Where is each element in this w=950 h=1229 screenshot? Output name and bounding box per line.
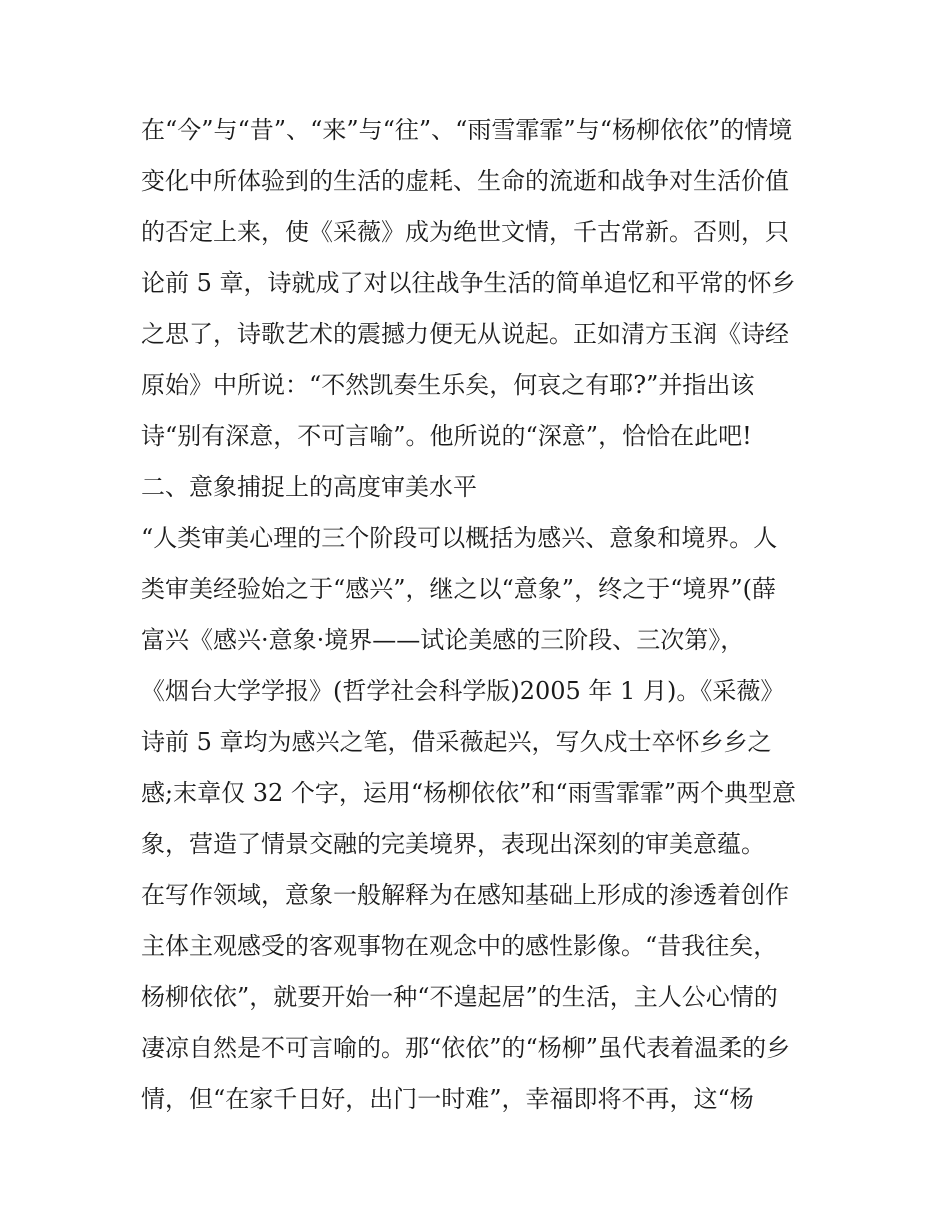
text-line: 诗“别有深意，不可言喻”。他所说的“深意”，恰恰在此吧! bbox=[141, 422, 752, 450]
text-line: “人类审美心理的三个阶段可以概括为感兴、意象和境界。人 bbox=[141, 524, 778, 552]
text-line: 在“今”与“昔”、“来”与“往”、“雨雪霏霏”与“杨柳依依”的情境 bbox=[141, 116, 793, 144]
text-line: 原始》中所说：“不然凯奏生乐矣，何哀之有耶?”并指出该 bbox=[141, 371, 755, 399]
body-text bbox=[141, 107, 821, 1127]
section-heading: 二、意象捕捉上的高度审美水平 bbox=[141, 473, 477, 501]
text-line: 情，但“在家千日好，出门一时难”，幸福即将不再，这“杨 bbox=[141, 1085, 754, 1113]
text-line: 杨柳依依”，就要开始一种“不遑起居”的生活，主人公心情的 bbox=[141, 983, 778, 1011]
text-line: 《烟台大学学报》(哲学社会科学版)2005 年 1 月)。《采薇》 bbox=[141, 677, 785, 705]
text-line: 富兴《感兴·意象·境界——试论美感的三阶段、三次第》， bbox=[141, 626, 745, 654]
text-line: 诗前 5 章均为感兴之笔，借采薇起兴，写久戍士卒怀乡乡之 bbox=[141, 728, 772, 756]
text-line: 论前 5 章，诗就成了对以往战争生活的简单追忆和平常的怀乡 bbox=[141, 269, 796, 297]
text-line: 变化中所体验到的生活的虚耗、生命的流逝和战争对生活价值 bbox=[141, 167, 789, 195]
text-line: 主体主观感受的客观事物在观念中的感性影像。“昔我往矣， bbox=[141, 932, 778, 960]
text-line: 在写作领域，意象一般解释为在感知基础上形成的渗透着创作 bbox=[141, 881, 789, 909]
text-line: 感;末章仅 32 个字，运用“杨柳依依”和“雨雪霏霏”两个典型意 bbox=[141, 779, 796, 807]
text-line: 的否定上来，使《采薇》成为绝世文情，千古常新。否则，只 bbox=[141, 218, 789, 246]
text-line: 凄凉自然是不可言喻的。那“依依”的“杨柳”虽代表着温柔的乡 bbox=[141, 1034, 791, 1062]
text-line: 类审美经验始之于“感兴”，继之以“意象”，终之于“境界”(薛 bbox=[141, 575, 776, 603]
text-line: 象，营造了情景交融的完美境界，表现出深刻的审美意蕴。 bbox=[141, 830, 765, 858]
text-line: 之思了，诗歌艺术的震撼力便无从说起。正如清方玉润《诗经 bbox=[141, 320, 789, 348]
